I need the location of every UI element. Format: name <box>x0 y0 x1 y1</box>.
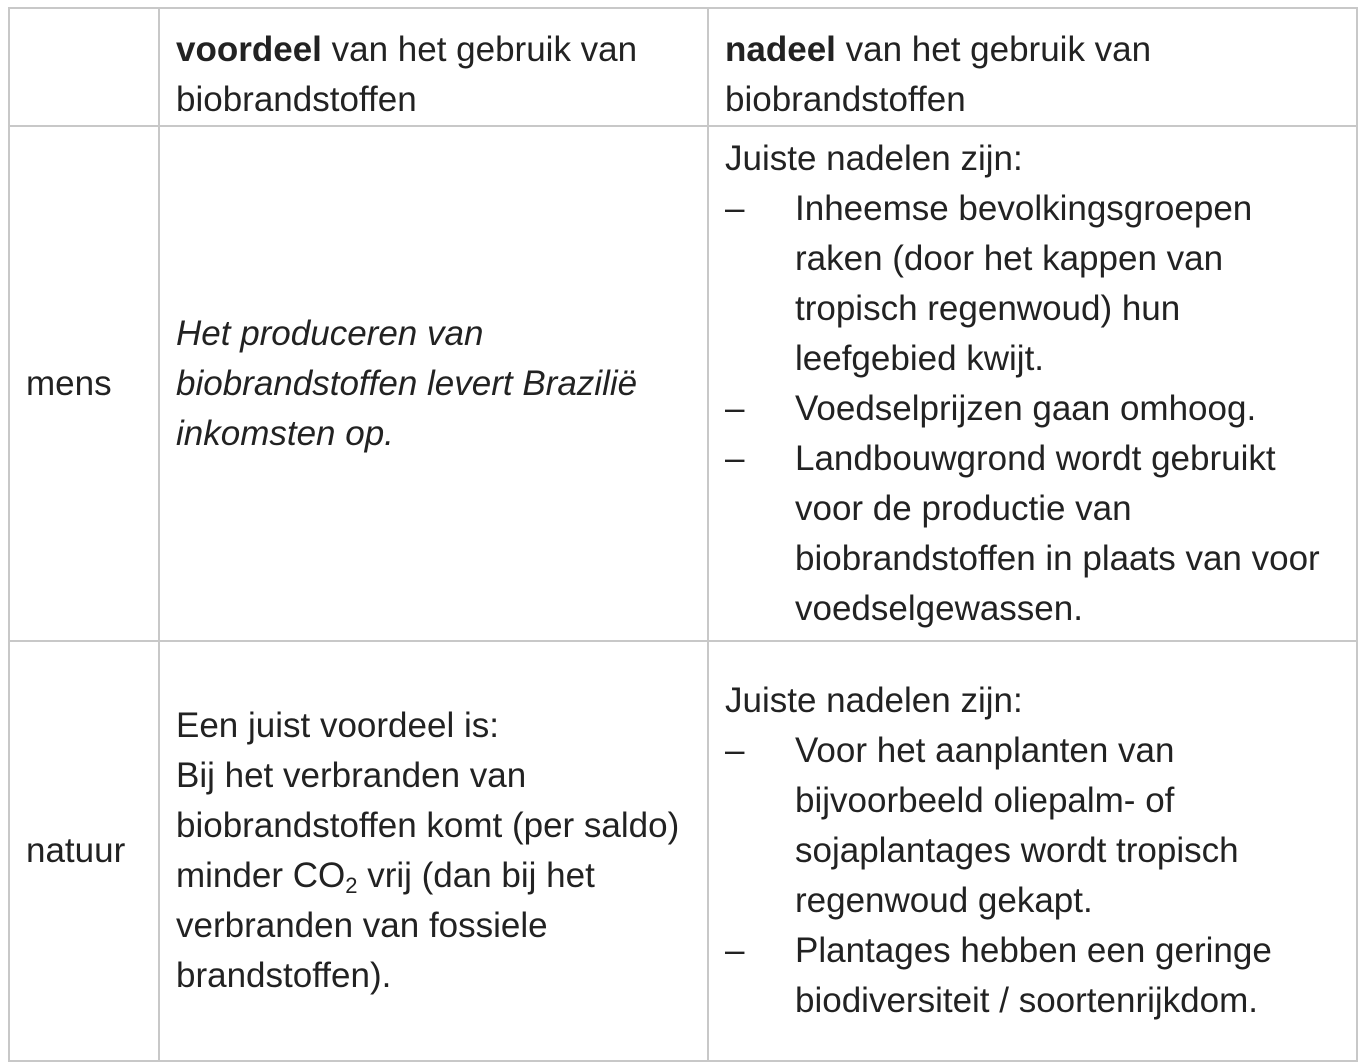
header-voordeel-rest: van het gebruik van biobrandstoffen <box>176 30 638 119</box>
header-nadeel-cell <box>708 8 1357 126</box>
header-voordeel-cell <box>159 8 708 126</box>
nadeel-intro-mens: Juiste nadelen zijn: <box>725 138 1023 178</box>
list-item-text: Voor het aanplanten van bijvoorbeeld oliepalm- of sojaplantages wordt tropisch regenwoud gekapt. <box>795 731 1239 920</box>
header-row <box>9 8 1357 126</box>
nadeel-cell-mens <box>708 126 1357 641</box>
list-item-text: Plantages hebben een geringe biodiversiteit / soortenrijkdom. <box>795 931 1272 1020</box>
voordeel-text-part2: vrij (dan bij het verbranden van fossiele brandstoffen). <box>176 856 595 995</box>
voordeel-text-natuur <box>176 751 693 1001</box>
dash-bullet: – <box>725 731 745 770</box>
dash-bullet: – <box>725 188 745 228</box>
row-label-mens: mens <box>9 126 159 641</box>
nadeel-list-natuur <box>725 726 1342 1026</box>
nadeel-intro-natuur: Juiste nadelen zijn: <box>725 681 1023 720</box>
list-item <box>725 926 1342 1026</box>
nadeel-cell-natuur <box>708 641 1357 1061</box>
table-row-mens <box>9 126 1357 641</box>
header-voordeel-bold: voordeel <box>176 30 322 69</box>
voordeel-text-part1: Bij het verbranden van biobrandstoffen komt (per saldo) minder CO <box>176 756 680 895</box>
header-nadeel-rest: van het gebruik van biobrandstoffen <box>725 30 1152 119</box>
list-item-text: Inheemse bevolkingsgroepen raken (door het kappen van tropisch regenwoud) hun leefgebied kwijt. <box>795 188 1253 378</box>
list-item <box>725 384 1342 434</box>
dash-bullet: – <box>725 388 745 428</box>
header-nadeel-bold: nadeel <box>725 30 836 69</box>
dash-bullet: – <box>725 931 745 970</box>
row-label-natuur: natuur <box>9 641 159 1061</box>
dash-bullet: – <box>725 438 745 478</box>
voordeel-intro-natuur: Een juist voordeel is: <box>176 706 499 745</box>
list-item <box>725 434 1342 634</box>
answer-table <box>8 7 1358 1062</box>
nadeel-list-mens <box>725 184 1342 634</box>
voordeel-text-mens: Het produceren van biobrandstoffen levert Brazilië inkomsten op. <box>176 313 638 453</box>
table-row-natuur <box>9 641 1357 1061</box>
co2-subscript: 2 <box>345 873 358 898</box>
voordeel-cell-natuur <box>159 641 708 1061</box>
list-item-text: Landbouwgrond wordt gebruikt voor de productie van biobrandstoffen in plaats van voor voedselgewassen. <box>795 438 1320 628</box>
voordeel-cell-mens <box>159 126 708 641</box>
header-empty-cell <box>9 8 159 126</box>
list-item-text: Voedselprijzen gaan omhoog. <box>795 388 1257 428</box>
list-item <box>725 726 1342 926</box>
list-item <box>725 184 1342 384</box>
